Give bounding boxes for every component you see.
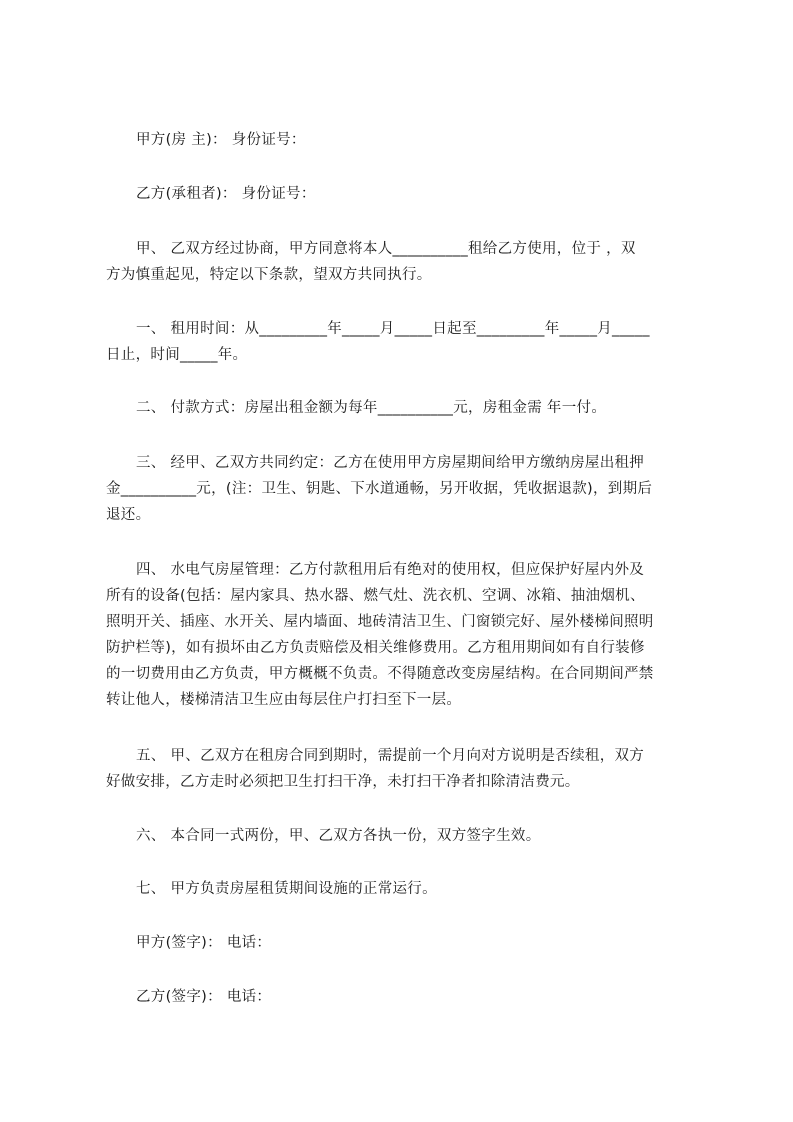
clause-3-line-1: 三、 经甲、乙双方共同约定：乙方在使用甲方房屋期间给甲方缴纳房屋出租押	[136, 455, 645, 471]
clause-4-line-2: 所有的设备(包括：屋内家具、热水器、燃气灶、洗衣机、空调、冰箱、抽油烟机、	[106, 588, 645, 604]
clause-4-line-5: 的一切费用由乙方负责，甲方概概不负责。不得随意改变房屋结构。在合同期间严禁	[106, 666, 654, 682]
clause-5-line-1: 五、 甲、乙双方在租房合同到期时，需提前一个月向对方说明是否续租，双方	[136, 748, 645, 764]
clause-7: 七、 甲方负责房屋租赁期间设施的正常运行。	[136, 881, 437, 897]
clause-1-line-2: 日止，时间_____年。	[106, 347, 248, 363]
clause-4-line-3: 照明开关、插座、水开关、屋内墙面、地砖清洁卫生、门窗锁完好、屋外楼梯间照明	[106, 614, 654, 630]
clause-2-line-1: 二、 付款方式：房屋出租金额为每年__________元，房租金需 年一付。	[136, 400, 607, 416]
clause-5-line-2: 好做安排，乙方走时必须把卫生打扫干净，未打扫干净者扣除清洁费元。	[106, 774, 580, 790]
clause-4-line-6: 转让他人，楼梯清洁卫生应由每层住户打扫至下一层。	[106, 692, 462, 708]
intro-line-2: 方为慎重起见，特定以下条款，望双方共同执行。	[106, 267, 432, 283]
sign-party-a: 甲方(签字)： 电话：	[136, 935, 272, 951]
party-a-line: 甲方(房 主)： 身份证号：	[136, 132, 306, 148]
intro-line-1: 甲、 乙双方经过协商，甲方同意将本人__________租给乙方使用，位于 ，双	[136, 241, 636, 257]
clause-3-line-3: 退还。	[106, 507, 151, 523]
clause-4-line-1: 四、 水电气房屋管理：乙方付款租用后有绝对的使用权，但应保护好屋内外及	[136, 562, 645, 578]
clause-3-line-2: 金__________元，(注：卫生、钥匙、下水道通畅，另开收据，凭收据退款)，到期后	[106, 481, 653, 497]
clause-4-line-4: 防护栏等)，如有损坏由乙方负责赔偿及相关维修费用。乙方租用期间如有自行装修	[106, 640, 645, 656]
sign-party-b: 乙方(签字)： 电话：	[136, 989, 272, 1005]
clause-1-line-1: 一、 租用时间：从_________年_____月_____日起至_________年_____月_____	[136, 321, 650, 337]
party-b-line: 乙方(承租者)： 身份证号：	[136, 186, 316, 202]
clause-6: 六、 本合同一式两份，甲、乙双方各执一份，双方签字生效。	[136, 828, 541, 844]
